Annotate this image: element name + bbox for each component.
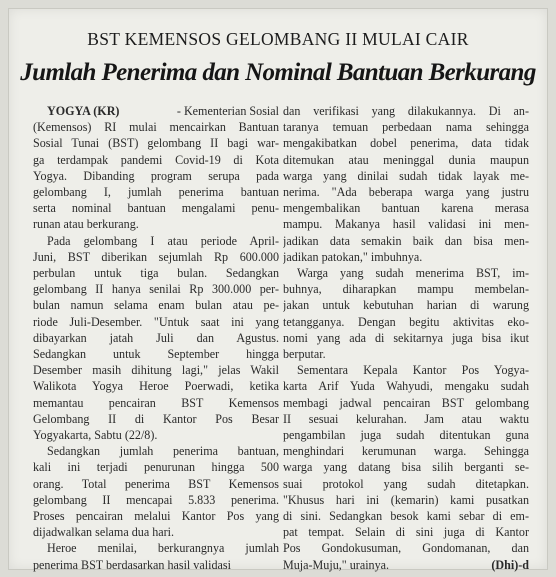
body-line: riode Juli-Desember. "Untuk saat ini yang bbox=[33, 314, 279, 329]
body-line: gelombang I, jumlah penerima bantuan bbox=[33, 185, 279, 200]
body-line: Pos Gondokusuman, Gondomanan, dan bbox=[283, 541, 529, 556]
body-line: gelombang II hanya senilai Rp 300.000 per- bbox=[33, 282, 279, 297]
body-line: nerima. "Ada beberapa warga yang justru bbox=[283, 185, 529, 200]
body-line: Yogyakarta, Sabtu (22/8). bbox=[33, 428, 158, 443]
body-line: mampu. Makanya hasil validasi ini men- bbox=[283, 217, 529, 232]
body-line: Sosial Tunai (BST) gelombang II bagi war- bbox=[33, 136, 279, 151]
body-line: Juni, BST diberikan sejumlah Rp 600.000 bbox=[33, 249, 279, 264]
body-line: mengembalikan bantuan karena merasa bbox=[283, 201, 529, 216]
body-line: kali ini terjadi penurunan hingga 500 bbox=[33, 460, 279, 475]
body-line: suai protokol yang sudah ditetapkan. bbox=[283, 476, 529, 491]
body-line: Gelombang II di Kantor Pos Besar bbox=[33, 411, 279, 426]
body-line: serta nominal bantuan mengalami penu- bbox=[33, 201, 279, 216]
body-line-text: Muja-Muju," urainya. bbox=[283, 557, 390, 572]
body-line: nomi yang ada di sekitarnya juga bisa ikut bbox=[283, 330, 529, 345]
body-line: memantau pencairan BST Kemensos bbox=[33, 395, 279, 410]
body-line: taranya temuan perbedaan nama sehingga bbox=[283, 120, 529, 135]
byline: (Dhi)-d bbox=[491, 557, 529, 572]
body-line: pengambilan juga sudah ditentukan guna bbox=[283, 428, 529, 443]
body-line: Yogya. Dibanding program serupa pada bbox=[33, 168, 279, 183]
body-line-text: - Kementerian Sosial bbox=[176, 104, 279, 118]
body-line: membagi jadwal pencairan BST gelombang bbox=[283, 395, 529, 410]
body-line: jadikan patokan," imbuhnya. bbox=[283, 249, 423, 264]
body-line: tetangganya. Dengan begitu aktivitas eko- bbox=[283, 314, 529, 329]
body-line: karta Arif Yuda Wahyudi, mengaku sudah bbox=[283, 379, 529, 394]
body-line: berputar. bbox=[283, 347, 326, 362]
body-line: (Kemensos) RI mulai mencairkan Bantuan bbox=[33, 120, 279, 135]
body-line: penerima BST berdasarkan hasil validasi bbox=[33, 557, 231, 572]
body-line: ditemukan atau meninggal dunia maupun bbox=[283, 152, 529, 167]
body-line: jakan untuk kebutuhan harian di warung bbox=[283, 298, 529, 313]
article-column-right bbox=[283, 103, 529, 573]
body-line: "Khusus hari ini (kemarin) kami pusatkan bbox=[283, 492, 529, 507]
body-line: pat tempat. Selain di sini juga di Kantor bbox=[283, 525, 529, 540]
body-line: Heroe menilai, berkurangnya jumlah bbox=[47, 541, 279, 556]
body-line: ga terdampak pandemi Covid-19 di Kota bbox=[33, 152, 279, 167]
article-headline: Jumlah Penerima dan Nominal Bantuan Berkurang bbox=[20, 59, 536, 86]
body-line: Sedangkan jumlah penerima bantuan, bbox=[47, 444, 279, 459]
newspaper-clipping bbox=[8, 8, 548, 570]
body-line: Proses pencairan melalui Kantor Pos yang bbox=[33, 509, 279, 524]
body-line bbox=[33, 103, 279, 119]
body-line: Desember masih dihitung lagi," jelas Wakil bbox=[33, 363, 279, 378]
body-line: buhnya, diharapkan mampu membelan- bbox=[283, 282, 529, 297]
body-line: Walikota Yogya Heroe Poerwadi, ketika bbox=[33, 379, 279, 394]
body-line: orang. Total penerima BST Kemensos bbox=[33, 476, 279, 491]
body-line: dan verifikasi yang dilakukannya. Di an- bbox=[283, 104, 529, 118]
body-line: runan atau berkurang. bbox=[33, 217, 139, 232]
body-line: mengakibatkan dobel penerima, data tidak bbox=[283, 136, 529, 151]
body-line bbox=[283, 557, 529, 573]
body-line: Sedangkan untuk September hingga bbox=[33, 347, 279, 362]
body-line: dijadwalkan selama dua hari. bbox=[33, 525, 175, 540]
body-line: perbulan untuk tiga bulan. Sedangkan bbox=[33, 266, 279, 281]
body-line: jadikan data semakin baik dan bisa men- bbox=[283, 233, 529, 248]
body-line: II sesuai kelurahan. Jam atau waktu bbox=[283, 411, 529, 426]
article-kicker: BST KEMENSOS GELOMBANG II MULAI CAIR bbox=[87, 29, 469, 49]
body-line: warga yang datang bisa silih berganti se- bbox=[283, 460, 529, 475]
dateline: YOGYA (KR) bbox=[47, 104, 120, 118]
body-line: warga yang dinilai sudah tidak layak me- bbox=[283, 168, 529, 183]
body-line: Sementara Kepala Kantor Pos Yogya- bbox=[297, 363, 529, 378]
body-line: dibayarkan jatah Juli dan Agustus. bbox=[33, 330, 279, 345]
body-line: di sini. Sedangkan besok kami sebar di em- bbox=[283, 509, 529, 524]
body-line: Warga yang sudah menerima BST, im- bbox=[297, 266, 529, 281]
body-line: bulan namun selama enam bulan atau pe- bbox=[33, 298, 279, 313]
body-line: Pada gelombang I atau periode April- bbox=[47, 233, 279, 248]
article-column-left bbox=[33, 103, 279, 573]
body-line: gelombang II mencapai 5.833 penerima. bbox=[33, 492, 279, 507]
body-line: menghindari kerumunan warga. Sehingga bbox=[283, 444, 529, 459]
